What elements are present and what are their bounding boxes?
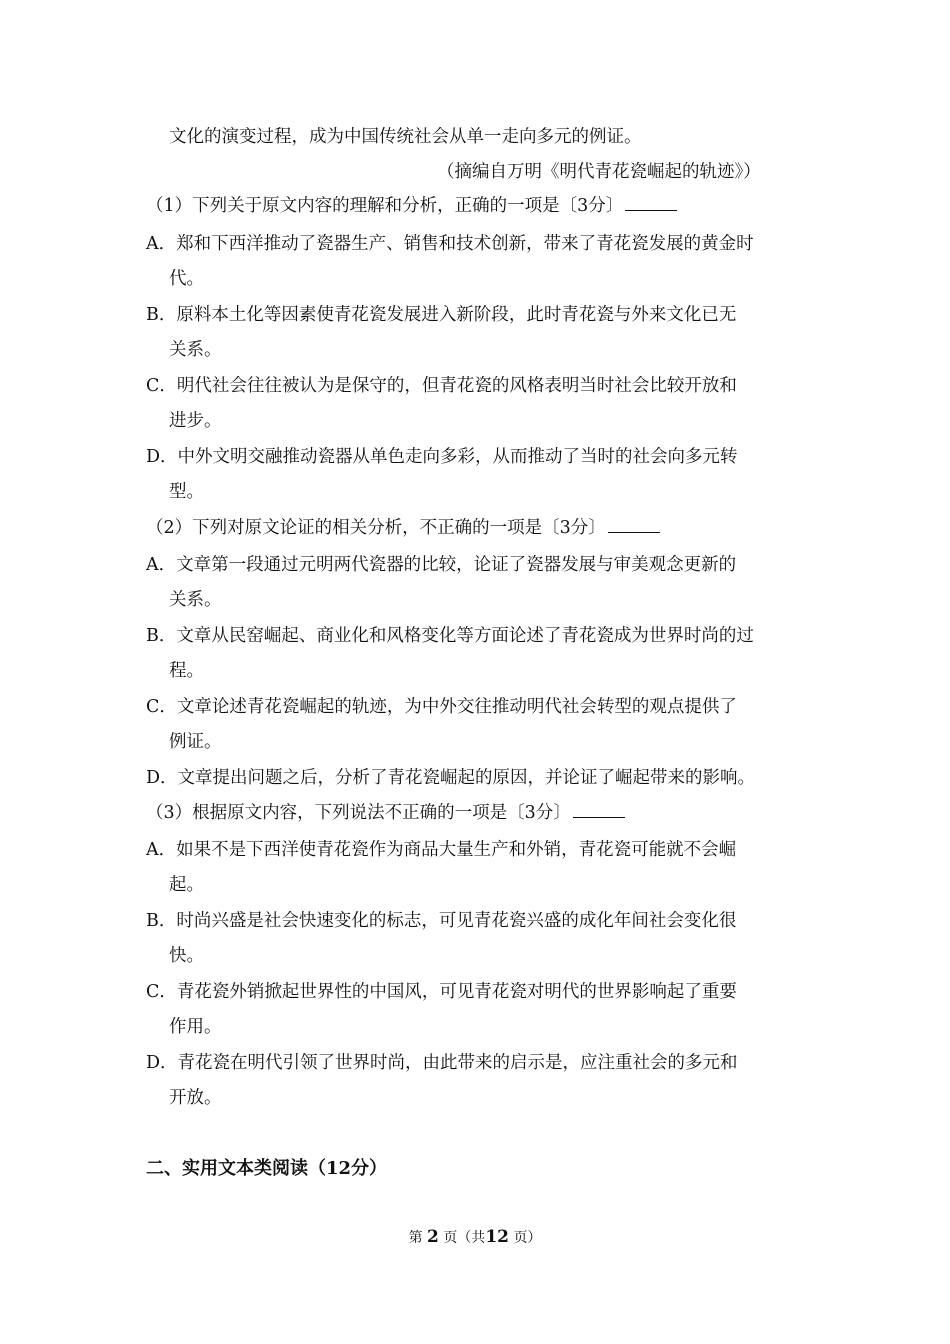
- question-3-option-a-continued: 起。: [169, 875, 204, 895]
- footer-prefix: 第: [408, 1230, 423, 1246]
- section-heading: 二、实用文本类阅读（12分）: [146, 1158, 388, 1179]
- footer-total-pages: 12: [485, 1227, 509, 1247]
- question-3-option-b: B．时尚兴盛是社会快速变化的标志，可见青花瓷兴盛的成化年间社会变化很: [146, 911, 737, 931]
- answer-blank[interactable]: [625, 196, 677, 211]
- footer-page-number: 2: [427, 1227, 439, 1247]
- question-1-option-a-continued: 代。: [169, 269, 204, 289]
- question-3-option-d-continued: 开放。: [169, 1088, 222, 1108]
- question-1-option-a: A．郑和下西洋推动了瓷器生产、销售和技术创新，带来了青花瓷发展的黄金时: [146, 234, 754, 254]
- question-3-stem: （3）根据原文内容，下列说法不正确的一项是〔3分〕: [146, 801, 625, 825]
- footer-suffix: 页）: [513, 1230, 542, 1246]
- continuation-paragraph: 文化的演变过程，成为中国传统社会从单一走向多元的例证。: [169, 127, 642, 147]
- question-1-option-c: C．明代社会往往被认为是保守的，但青花瓷的风格表明当时社会比较开放和: [146, 376, 737, 396]
- question-1-option-c-continued: 进步。: [169, 411, 222, 431]
- question-2-option-b: B．文章从民窑崛起、商业化和风格变化等方面论述了青花瓷成为世界时尚的过: [146, 626, 754, 646]
- answer-blank[interactable]: [573, 803, 625, 818]
- question-3-option-b-continued: 快。: [169, 946, 204, 966]
- question-3-option-c-continued: 作用。: [169, 1017, 222, 1037]
- question-1-option-d-continued: 型。: [169, 482, 204, 502]
- question-3-option-a: A．如果不是下西洋使青花瓷作为商品大量生产和外销，青花瓷可能就不会崛: [146, 840, 737, 860]
- question-3-option-d: D．青花瓷在明代引领了世界时尚，由此带来的启示是，应注重社会的多元和: [146, 1053, 738, 1073]
- question-2-option-d: D．文章提出问题之后，分析了青花瓷崛起的原因，并论证了崛起带来的影响。: [146, 768, 756, 788]
- source-citation: （摘编自万明《明代青花瓷崛起的轨迹》）: [437, 162, 761, 182]
- footer-middle: 页（共: [443, 1230, 486, 1246]
- page-footer: [0, 1226, 950, 1249]
- question-2-option-c-continued: 例证。: [169, 732, 222, 752]
- question-2-stem: （2）下列对原文论证的相关分析，不正确的一项是〔3分〕: [146, 516, 660, 540]
- question-2-option-c: C．文章论述青花瓷崛起的轨迹，为中外交往推动明代社会转型的观点提供了: [146, 697, 737, 717]
- question-1-stem: （1）下列关于原文内容的理解和分析，正确的一项是〔3分〕: [146, 194, 677, 218]
- question-1-option-b-continued: 关系。: [169, 340, 222, 360]
- question-1-option-d: D．中外文明交融推动瓷器从单色走向多彩，从而推动了当时的社会向多元转: [146, 447, 738, 467]
- question-2-option-a: A．文章第一段通过元明两代瓷器的比较，论证了瓷器发展与审美观念更新的: [146, 555, 737, 575]
- question-3-option-c: C．青花瓷外销掀起世界性的中国风，可见青花瓷对明代的世界影响起了重要: [146, 982, 737, 1002]
- question-2-option-b-continued: 程。: [169, 661, 204, 681]
- question-1-option-b: B．原料本土化等因素使青花瓷发展进入新阶段，此时青花瓷与外来文化已无: [146, 305, 737, 325]
- question-2-option-a-continued: 关系。: [169, 590, 222, 610]
- answer-blank[interactable]: [608, 518, 660, 533]
